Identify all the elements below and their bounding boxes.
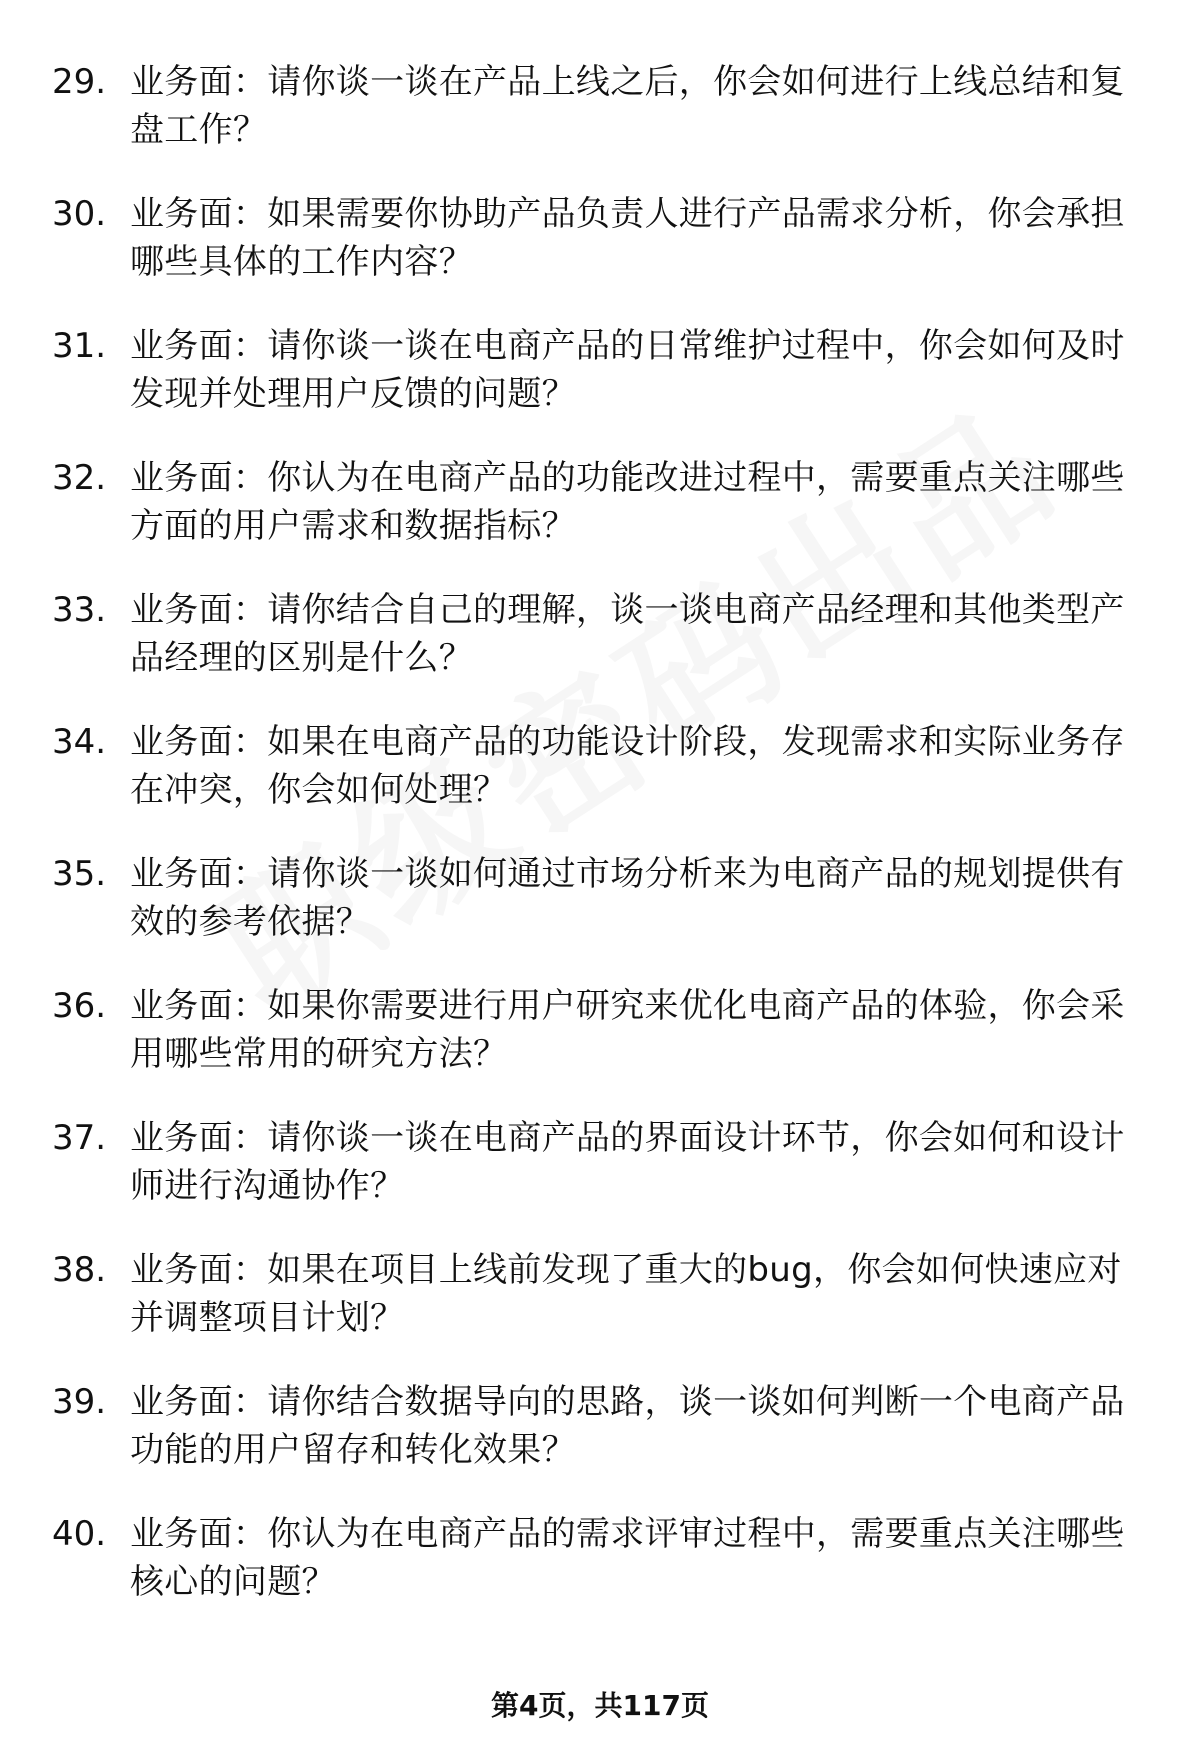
question-text: 你认为在电商产品的功能改进过程中，需要重点关注哪些方面的用户需求和数据指标？ xyxy=(130,458,1125,546)
question-number: 40. xyxy=(52,1514,107,1554)
question-number: 36. xyxy=(52,986,107,1026)
question-page-content xyxy=(0,58,1200,1642)
question-category: 业务面： xyxy=(130,458,268,498)
question-category: 业务面： xyxy=(130,722,268,762)
question-number: 32. xyxy=(52,458,107,498)
question-body xyxy=(130,322,1150,418)
question-item-39 xyxy=(0,1378,1200,1510)
question-text: 如果在项目上线前发现了重大的bug，你会如何快速应对并调整项目计划？ xyxy=(130,1250,1122,1338)
question-number: 33. xyxy=(52,590,107,630)
question-text: 如果需要你协助产品负责人进行产品需求分析，你会承担哪些具体的工作内容？ xyxy=(130,194,1125,282)
question-text: 如果你需要进行用户研究来优化电商产品的体验，你会采用哪些常用的研究方法？ xyxy=(130,986,1125,1074)
question-number: 31. xyxy=(52,326,107,366)
question-text: 你认为在电商产品的需求评审过程中，需要重点关注哪些核心的问题？ xyxy=(130,1514,1125,1602)
question-category: 业务面： xyxy=(130,326,268,366)
question-item-35 xyxy=(0,850,1200,982)
question-category: 业务面： xyxy=(130,1250,268,1290)
question-category: 业务面： xyxy=(130,1382,268,1422)
question-body xyxy=(130,982,1150,1078)
question-body xyxy=(130,850,1150,946)
question-text: 请你谈一谈在产品上线之后，你会如何进行上线总结和复盘工作？ xyxy=(130,62,1125,150)
question-body xyxy=(130,190,1150,286)
question-category: 业务面： xyxy=(130,986,268,1026)
question-body xyxy=(130,586,1150,682)
question-body xyxy=(130,1246,1150,1342)
question-body xyxy=(130,58,1150,154)
question-number: 35. xyxy=(52,854,107,894)
question-item-33 xyxy=(0,586,1200,718)
question-text: 请你结合数据导向的思路，谈一谈如何判断一个电商产品功能的用户留存和转化效果？ xyxy=(130,1382,1125,1470)
question-text: 请你谈一谈在电商产品的日常维护过程中，你会如何及时发现并处理用户反馈的问题？ xyxy=(130,326,1125,414)
question-text: 如果在电商产品的功能设计阶段，发现需求和实际业务存在冲突，你会如何处理？ xyxy=(130,722,1125,810)
question-body xyxy=(130,454,1150,550)
question-item-37 xyxy=(0,1114,1200,1246)
question-category: 业务面： xyxy=(130,62,268,102)
question-category: 业务面： xyxy=(130,194,268,234)
question-number: 38. xyxy=(52,1250,107,1290)
question-item-40 xyxy=(0,1510,1200,1642)
question-number: 29. xyxy=(52,62,107,102)
question-item-32 xyxy=(0,454,1200,586)
question-body xyxy=(130,1510,1150,1606)
question-text: 请你谈一谈如何通过市场分析来为电商产品的规划提供有效的参考依据？ xyxy=(130,854,1125,942)
question-number: 39. xyxy=(52,1382,107,1422)
question-number: 34. xyxy=(52,722,107,762)
question-item-30 xyxy=(0,190,1200,322)
question-item-31 xyxy=(0,322,1200,454)
question-item-34 xyxy=(0,718,1200,850)
question-body xyxy=(130,1114,1150,1210)
question-category: 业务面： xyxy=(130,1514,268,1554)
question-text: 请你谈一谈在电商产品的界面设计环节，你会如何和设计师进行沟通协作？ xyxy=(130,1118,1125,1206)
question-number: 30. xyxy=(52,194,107,234)
question-list xyxy=(0,58,1200,1642)
question-text: 请你结合自己的理解，谈一谈电商产品经理和其他类型产品经理的区别是什么？ xyxy=(130,590,1125,678)
question-number: 37. xyxy=(52,1118,107,1158)
question-body xyxy=(130,1378,1150,1474)
question-item-36 xyxy=(0,982,1200,1114)
question-body xyxy=(130,718,1150,814)
question-item-38 xyxy=(0,1246,1200,1378)
question-category: 业务面： xyxy=(130,854,268,894)
page-footer: 第4页，共117页 xyxy=(491,1689,709,1722)
question-item-29 xyxy=(0,58,1200,190)
question-category: 业务面： xyxy=(130,590,268,630)
question-category: 业务面： xyxy=(130,1118,268,1158)
